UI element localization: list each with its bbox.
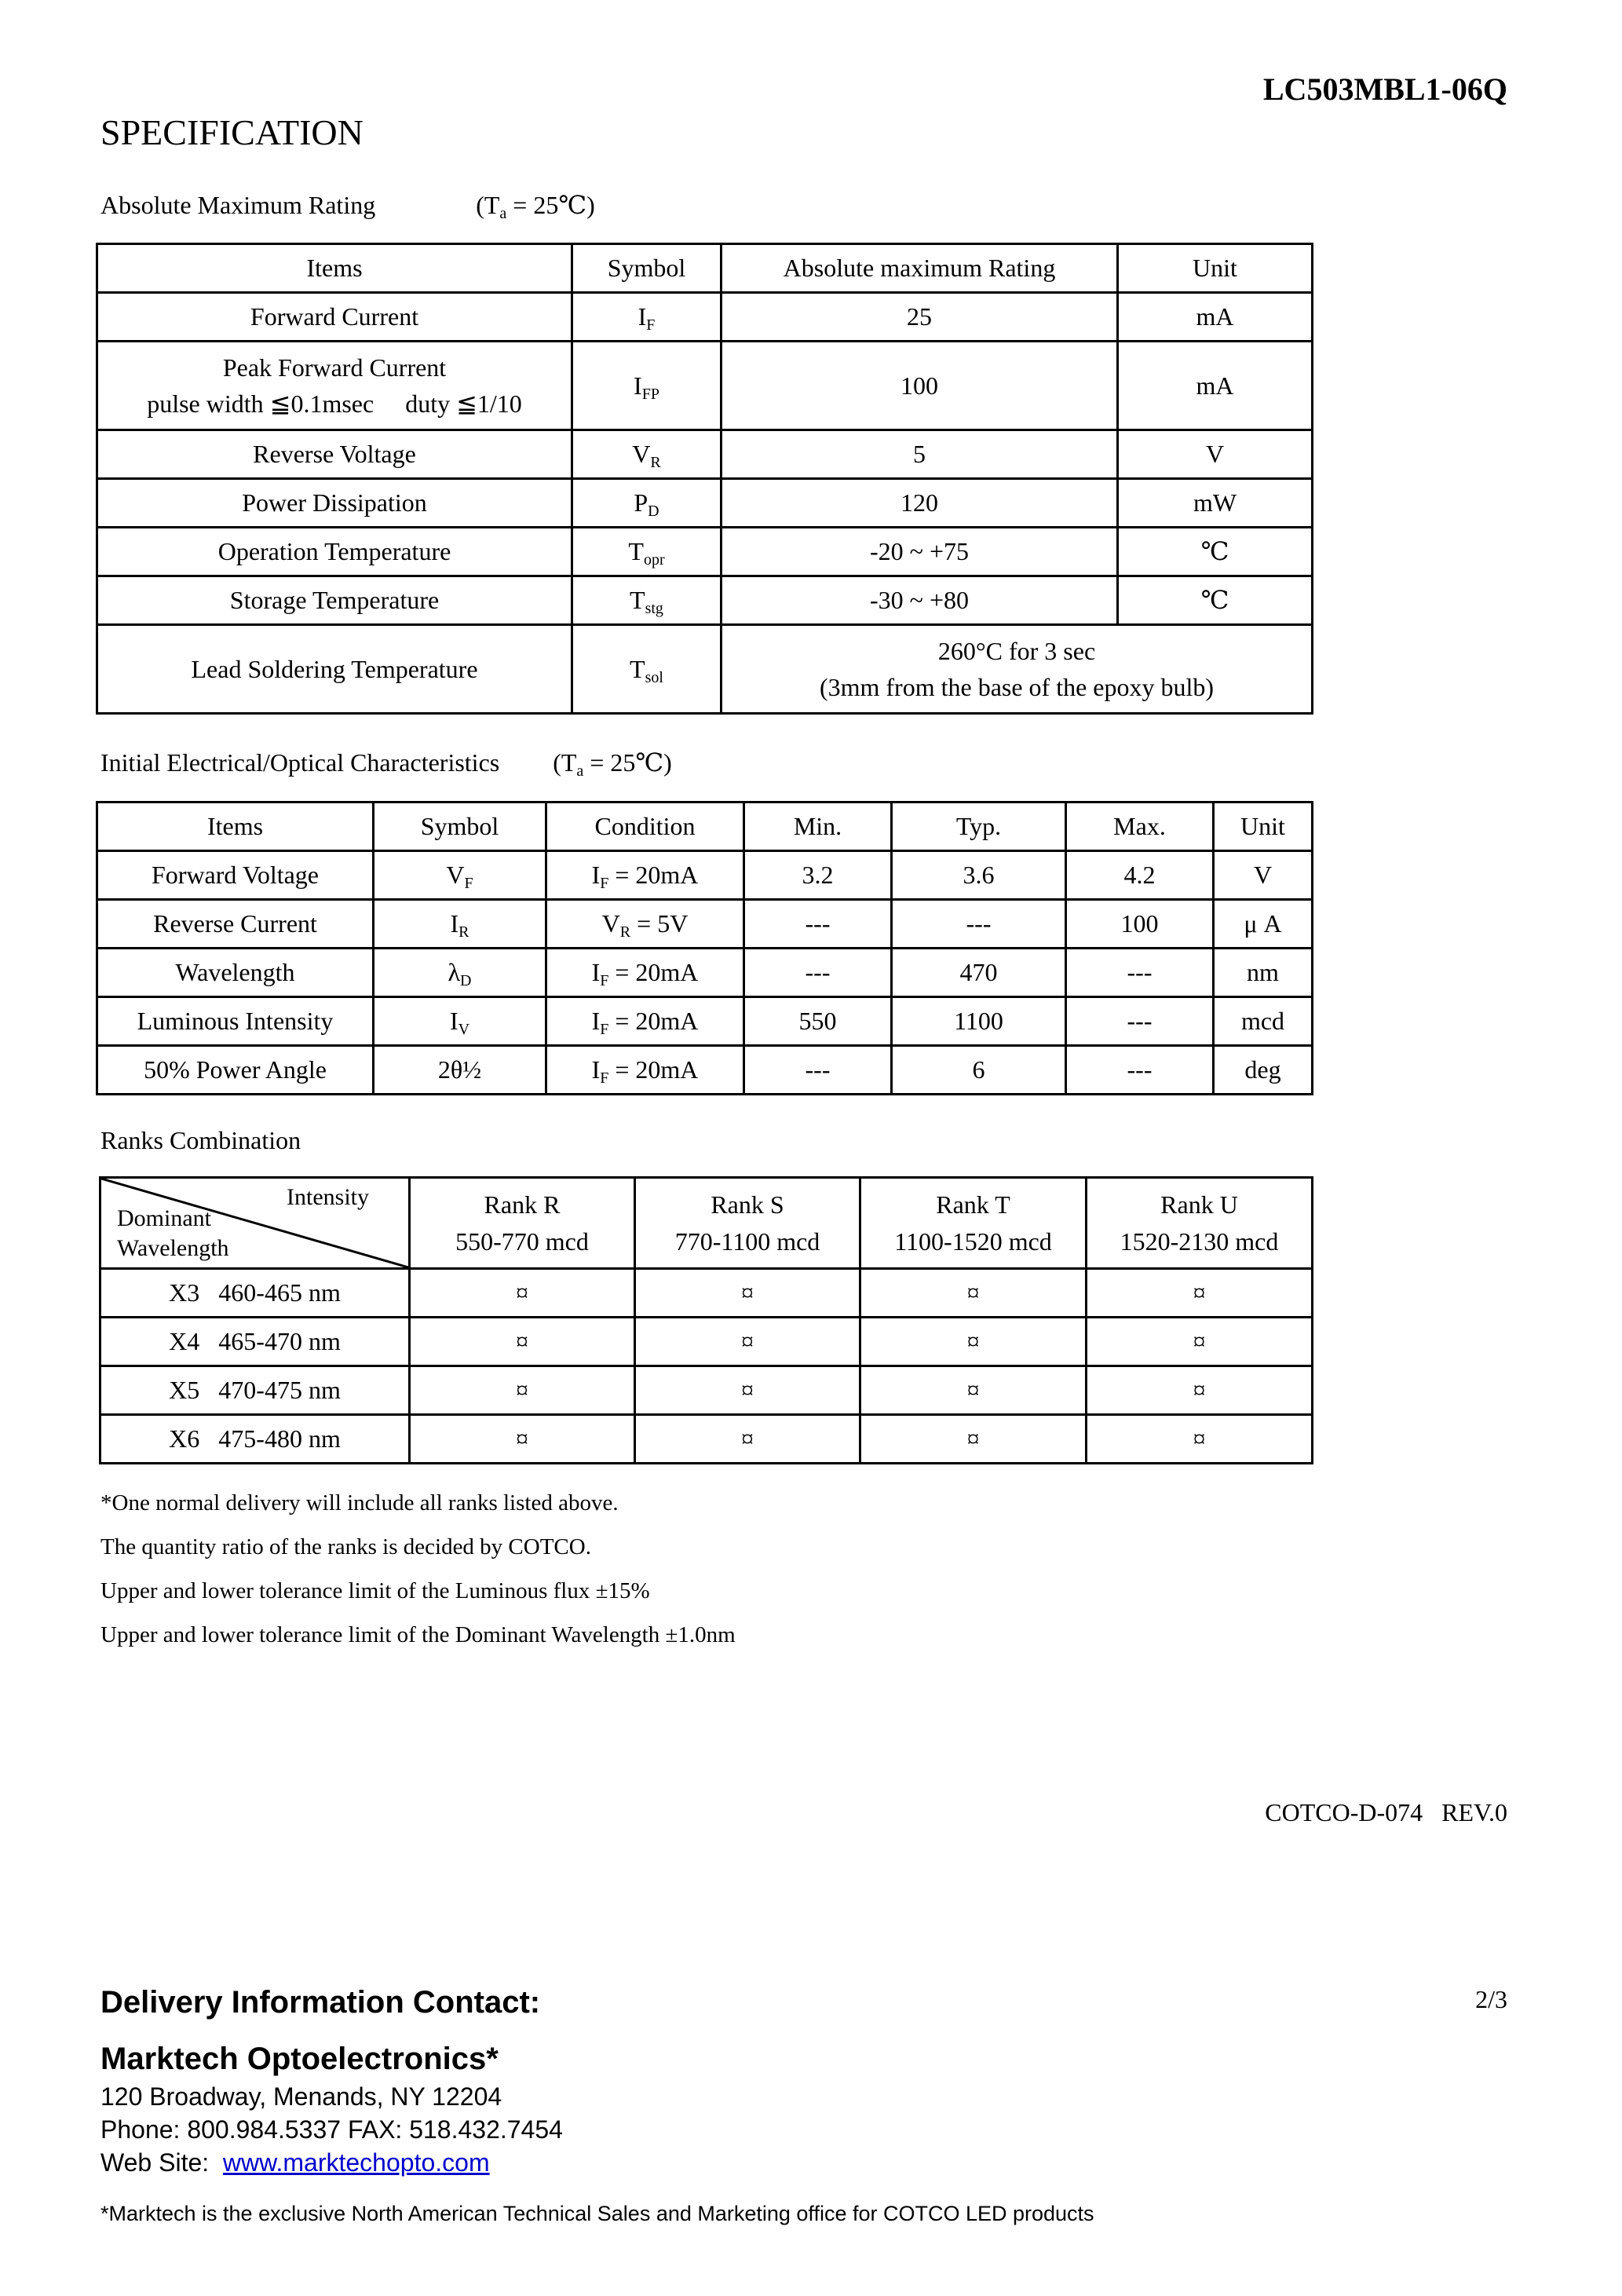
rating-cell: 100 [721, 342, 1118, 430]
typ-cell: --- [892, 900, 1066, 949]
max-cell: 100 [1066, 900, 1214, 949]
table-row [97, 949, 1313, 997]
typ-cell: 3.6 [892, 851, 1066, 900]
rank-mark: ¤ [410, 1415, 635, 1464]
note-line: Upper and lower tolerance limit of the Dominant Wavelength ±1.0nm [100, 1622, 736, 1647]
company-name: Marktech Optoelectronics* [100, 2042, 499, 2076]
abs-max-table [96, 243, 1313, 715]
table-row [97, 900, 1313, 949]
unit-cell: deg [1214, 1046, 1313, 1095]
min-cell: 550 [744, 997, 892, 1046]
rank-mark: ¤ [635, 1366, 860, 1415]
condition-cell: $I_F = 20mA$ [546, 1046, 744, 1095]
symbol-cell: $T_{sol}$ [572, 625, 721, 714]
typ-cell: 470 [892, 949, 1066, 997]
table-row [97, 997, 1313, 1046]
table-row [97, 479, 1313, 528]
unit-cell: mW [1118, 479, 1313, 528]
rank-mark: ¤ [860, 1318, 1087, 1366]
col-header: Items [97, 244, 572, 293]
rating-cell: 25 [721, 293, 1118, 342]
wavelength-rank-label: X4 465-470 nm [100, 1318, 410, 1366]
max-cell: --- [1066, 997, 1214, 1046]
rank-mark: ¤ [1087, 1269, 1313, 1318]
ranks-header-row [100, 1178, 1313, 1269]
symbol-cell: $I_F$ [572, 293, 721, 342]
table-row [100, 1366, 1313, 1415]
website-label: Web Site: [100, 2148, 223, 2177]
unit-cell: V [1118, 430, 1313, 479]
ranks-heading: Ranks Combination [100, 1126, 301, 1154]
typ-cell: 6 [892, 1046, 1066, 1095]
contact-heading: Delivery Information Contact: [100, 1985, 541, 2020]
rank-mark: ¤ [860, 1415, 1087, 1464]
col-header: Typ. [892, 803, 1066, 851]
note-line: Upper and lower tolerance limit of the Luminous flux ±15% [100, 1578, 650, 1603]
symbol-cell: $I_V$ [374, 997, 546, 1046]
company-phone: Phone: 800.984.5337 FAX: 518.432.7454 [100, 2115, 563, 2144]
symbol-cell: $I_R$ [374, 900, 546, 949]
symbol-cell: $P_D$ [572, 479, 721, 528]
wavelength-rank-label: X3 460-465 nm [100, 1269, 410, 1318]
document-revision: COTCO-D-074 REV.0 [1265, 1798, 1507, 1826]
table-row [97, 576, 1313, 625]
max-cell: 4.2 [1066, 851, 1214, 900]
item-cell: Peak Forward Current pulse width ≦0.1msec duty ≦1/10 [97, 342, 572, 430]
max-cell: --- [1066, 1046, 1214, 1095]
min-cell: --- [744, 949, 892, 997]
rating-cell: -30 ~ +80 [721, 576, 1118, 625]
disclaimer: *Marktech is the exclusive North American Technical Sales and Marketing office for COTCO LED products [100, 2202, 1094, 2225]
electrical-condition: ($T_a$ = 25℃) [553, 748, 672, 780]
electrical-header-row [97, 803, 1313, 851]
table-row [97, 1046, 1313, 1095]
rank-mark: ¤ [1087, 1366, 1313, 1415]
document-id: LC503MBL1-06Q [1262, 71, 1507, 107]
condition-cell: $V_R = 5V$ [546, 900, 744, 949]
table-row [100, 1269, 1313, 1318]
rating-cell: 120 [721, 479, 1118, 528]
wavelength-rank-label: X5 470-475 nm [100, 1366, 410, 1415]
page-number: 2/3 [1475, 1985, 1507, 2013]
item-cell: Power Dissipation [97, 479, 572, 528]
corner-label-wavelength: Dominant Wavelength [117, 1205, 229, 1261]
company-website [100, 2148, 490, 2177]
symbol-cell: 2θ½ [374, 1046, 546, 1095]
company-address: 120 Broadway, Menands, NY 12204 [100, 2082, 502, 2111]
electrical-heading: Initial Electrical/Optical Characteristics ($T_a$ = 25℃) [100, 748, 672, 780]
abs-max-header-row [97, 244, 1313, 293]
rank-mark: ¤ [410, 1366, 635, 1415]
rank-header: Rank T 1100-1520 mcd [860, 1178, 1087, 1269]
col-header: Symbol [572, 244, 721, 293]
item-cell: Forward Current [97, 293, 572, 342]
col-header: Symbol [374, 803, 546, 851]
corner-label-intensity: Intensity [287, 1184, 369, 1210]
electrical-table [96, 801, 1313, 1095]
wavelength-rank-label: X6 475-480 nm [100, 1415, 410, 1464]
table-row [100, 1415, 1313, 1464]
website-link[interactable]: www.marktechopto.com [222, 2148, 490, 2177]
symbol-cell: $V_R$ [572, 430, 721, 479]
rank-mark: ¤ [860, 1269, 1087, 1318]
col-header: Min. [744, 803, 892, 851]
page-title: SPECIFICATION [100, 112, 363, 152]
item-cell: Reverse Voltage [97, 430, 572, 479]
symbol-cell: $T_{stg}$ [572, 576, 721, 625]
unit-cell: nm [1214, 949, 1313, 997]
col-header: Unit [1118, 244, 1313, 293]
symbol-cell: $\lambda_D$ [374, 949, 546, 997]
unit-cell: mA [1118, 293, 1313, 342]
item-cell: 50% Power Angle [97, 1046, 374, 1095]
col-header: Absolute maximum Rating [721, 244, 1118, 293]
rank-mark: ¤ [410, 1269, 635, 1318]
typ-cell: 1100 [892, 997, 1066, 1046]
item-cell: Operation Temperature [97, 528, 572, 576]
table-row [97, 625, 1313, 714]
ranks-table [99, 1176, 1313, 1464]
unit-cell: V [1214, 851, 1313, 900]
unit-cell: ℃ [1118, 528, 1313, 576]
min-cell: --- [744, 900, 892, 949]
item-cell: Wavelength [97, 949, 374, 997]
max-cell: --- [1066, 949, 1214, 997]
rank-mark: ¤ [635, 1269, 860, 1318]
ranks-corner-cell [100, 1178, 410, 1269]
unit-cell: mA [1118, 342, 1313, 430]
rating-cell: 260°C for 3 sec (3mm from the base of the epoxy bulb) [721, 625, 1313, 714]
table-row [97, 851, 1313, 900]
table-row [97, 293, 1313, 342]
rank-mark: ¤ [860, 1366, 1087, 1415]
rating-cell: 5 [721, 430, 1118, 479]
condition-cell: $I_F = 20mA$ [546, 851, 744, 900]
item-cell: Forward Voltage [97, 851, 374, 900]
min-cell: --- [744, 1046, 892, 1095]
unit-cell: μ A [1214, 900, 1313, 949]
rank-mark: ¤ [410, 1318, 635, 1366]
abs-max-condition: ($T_a$ = 25℃) [476, 191, 595, 222]
item-cell: Reverse Current [97, 900, 374, 949]
abs-max-heading: Absolute Maximum Rating ($T_a$ = 25℃) [100, 191, 595, 222]
item-cell: Storage Temperature [97, 576, 572, 625]
table-row [97, 528, 1313, 576]
rank-header: Rank U 1520-2130 mcd [1087, 1178, 1313, 1269]
unit-cell: mcd [1214, 997, 1313, 1046]
item-cell: Luminous Intensity [97, 997, 374, 1046]
rank-mark: ¤ [635, 1415, 860, 1464]
unit-cell: ℃ [1118, 576, 1313, 625]
min-cell: 3.2 [744, 851, 892, 900]
rank-mark: ¤ [635, 1318, 860, 1366]
table-row [100, 1318, 1313, 1366]
condition-cell: $I_F = 20mA$ [546, 949, 744, 997]
rating-cell: -20 ~ +75 [721, 528, 1118, 576]
condition-cell: $I_F = 20mA$ [546, 997, 744, 1046]
item-cell: Lead Soldering Temperature [97, 625, 572, 714]
symbol-cell: $I_{FP}$ [572, 342, 721, 430]
symbol-cell: $V_F$ [374, 851, 546, 900]
symbol-cell: $T_{opr}$ [572, 528, 721, 576]
col-header: Condition [546, 803, 744, 851]
rank-header: Rank R 550-770 mcd [410, 1178, 635, 1269]
col-header: Max. [1066, 803, 1214, 851]
rank-mark: ¤ [1087, 1415, 1313, 1464]
table-row [97, 342, 1313, 430]
note-line: The quantity ratio of the ranks is decided by COTCO. [100, 1534, 591, 1559]
col-header: Items [97, 803, 374, 851]
rank-mark: ¤ [1087, 1318, 1313, 1366]
table-row [97, 430, 1313, 479]
note-line: *One normal delivery will include all ranks listed above. [100, 1490, 619, 1515]
rank-header: Rank S 770-1100 mcd [635, 1178, 860, 1269]
col-header: Unit [1214, 803, 1313, 851]
